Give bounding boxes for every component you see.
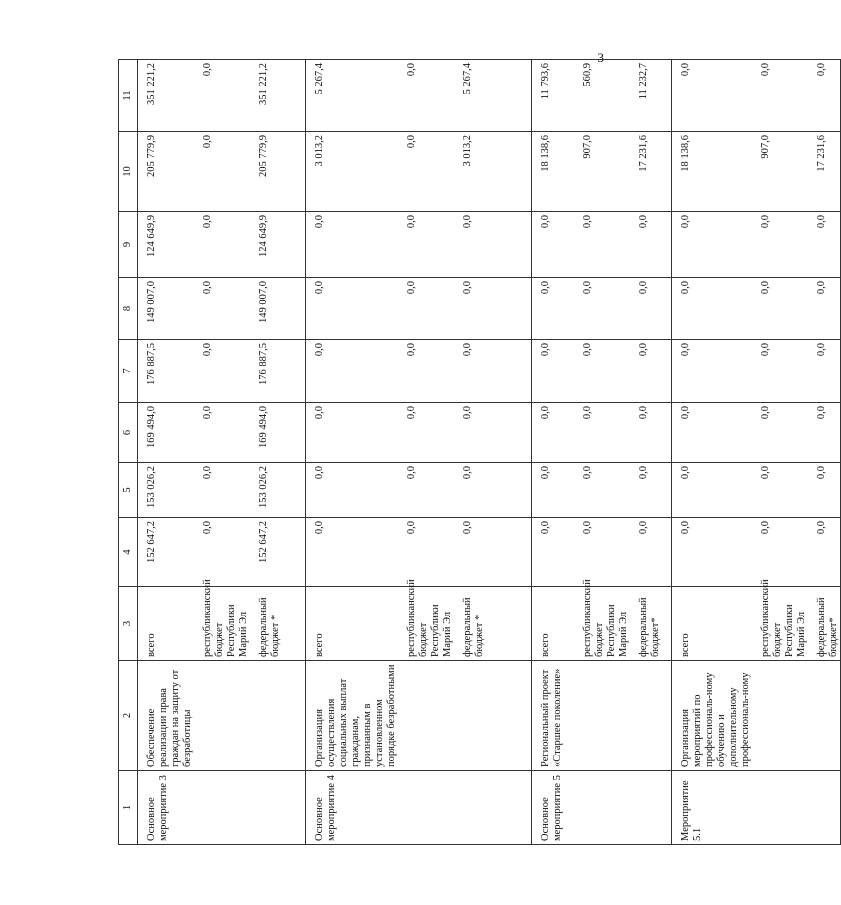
activity-description-cell (398, 661, 454, 771)
value-cell: 0,0 (454, 278, 532, 340)
value-cell: 0,0 (194, 518, 250, 587)
table-row (808, 60, 841, 845)
activity-name-cell (250, 771, 305, 845)
value-cell: 0,0 (532, 463, 574, 518)
value-cell: 205 779,9 (138, 132, 195, 212)
value-cell: 176 887,5 (138, 340, 195, 403)
column-header: 11 (119, 60, 138, 132)
activity-description-cell (454, 661, 532, 771)
value-cell: 0,0 (630, 340, 672, 403)
activity-name-cell: Основное мероприятие 5 (532, 771, 574, 845)
value-cell: 0,0 (398, 340, 454, 403)
table-row (574, 60, 630, 845)
activity-name-cell: Мероприятие 5.1 (672, 771, 753, 845)
rotated-table-container (118, 60, 839, 845)
value-cell: 0,0 (194, 463, 250, 518)
value-cell: 0,0 (574, 403, 630, 463)
value-cell: 153 026,2 (138, 463, 195, 518)
funding-source-cell: всего (138, 587, 195, 661)
value-cell: 0,0 (752, 212, 808, 278)
activity-name-cell (574, 771, 630, 845)
activity-description-cell (250, 661, 305, 771)
column-header: 1 (119, 771, 138, 845)
value-cell: 18 138,6 (532, 132, 574, 212)
value-cell: 0,0 (630, 463, 672, 518)
activity-name-cell: Основное мероприятие 3 (138, 771, 195, 845)
value-cell: 0,0 (672, 212, 753, 278)
value-cell: 0,0 (305, 463, 398, 518)
value-cell: 152 647,2 (138, 518, 195, 587)
value-cell: 0,0 (672, 463, 753, 518)
value-cell: 0,0 (194, 60, 250, 132)
value-cell: 0,0 (454, 212, 532, 278)
value-cell: 124 649,9 (250, 212, 305, 278)
value-cell: 169 494,0 (250, 403, 305, 463)
value-cell: 11 793,6 (532, 60, 574, 132)
activity-description-cell: Организация осуществления социальных выплат гражданам, признанным в установленном порядке безработными (305, 661, 398, 771)
value-cell: 0,0 (305, 340, 398, 403)
table-row (672, 60, 753, 845)
activity-name-cell (454, 771, 532, 845)
value-cell: 124 649,9 (138, 212, 195, 278)
table-row (194, 60, 250, 845)
column-header: 4 (119, 518, 138, 587)
value-cell: 0,0 (194, 212, 250, 278)
value-cell: 0,0 (305, 518, 398, 587)
activity-description-cell: Обеспечение реализации права граждан на защиту от безработицы (138, 661, 195, 771)
table-row (250, 60, 305, 845)
value-cell: 0,0 (574, 212, 630, 278)
value-cell: 0,0 (752, 403, 808, 463)
column-header: 6 (119, 403, 138, 463)
funding-source-cell: республиканский бюджет Республики Марий Эл (752, 587, 808, 661)
value-cell: 0,0 (398, 212, 454, 278)
value-cell: 0,0 (808, 212, 841, 278)
value-cell: 3 013,2 (454, 132, 532, 212)
value-cell: 0,0 (630, 212, 672, 278)
value-cell: 0,0 (672, 403, 753, 463)
value-cell: 351 221,2 (138, 60, 195, 132)
value-cell: 0,0 (808, 340, 841, 403)
funding-source-cell: федеральный бюджет* (630, 587, 672, 661)
value-cell: 0,0 (454, 403, 532, 463)
column-header: 9 (119, 212, 138, 278)
value-cell: 0,0 (808, 403, 841, 463)
funding-source-cell: республиканский бюджет Республики Марий Эл (194, 587, 250, 661)
value-cell: 0,0 (305, 278, 398, 340)
value-cell: 0,0 (194, 132, 250, 212)
value-cell: 0,0 (752, 463, 808, 518)
value-cell: 351 221,2 (250, 60, 305, 132)
value-cell: 907,0 (574, 132, 630, 212)
value-cell: 0,0 (672, 60, 753, 132)
value-cell: 0,0 (398, 518, 454, 587)
activity-name-cell (398, 771, 454, 845)
value-cell: 0,0 (574, 518, 630, 587)
value-cell: 0,0 (630, 278, 672, 340)
table-row (454, 60, 532, 845)
value-cell: 0,0 (194, 278, 250, 340)
funding-source-cell: всего (672, 587, 753, 661)
value-cell: 0,0 (808, 518, 841, 587)
value-cell: 169 494,0 (138, 403, 195, 463)
value-cell: 5 267,4 (454, 60, 532, 132)
value-cell: 0,0 (752, 60, 808, 132)
funding-source-cell: республиканский бюджет Республики Марий Эл (574, 587, 630, 661)
table-row (532, 60, 574, 845)
column-header: 2 (119, 661, 138, 771)
activity-description-cell (808, 661, 841, 771)
value-cell: 0,0 (630, 518, 672, 587)
activity-description-cell (630, 661, 672, 771)
value-cell: 0,0 (672, 518, 753, 587)
value-cell: 0,0 (532, 403, 574, 463)
value-cell: 11 232,7 (630, 60, 672, 132)
value-cell: 0,0 (574, 463, 630, 518)
activity-name-cell (194, 771, 250, 845)
activity-name-cell (808, 771, 841, 845)
value-cell: 0,0 (398, 278, 454, 340)
activity-name-cell (752, 771, 808, 845)
value-cell: 0,0 (672, 278, 753, 340)
value-cell: 0,0 (532, 212, 574, 278)
activity-description-cell (194, 661, 250, 771)
funding-source-cell: всего (532, 587, 574, 661)
value-cell: 153 026,2 (250, 463, 305, 518)
value-cell: 0,0 (454, 463, 532, 518)
value-cell: 0,0 (532, 278, 574, 340)
value-cell: 0,0 (194, 403, 250, 463)
value-cell: 5 267,4 (305, 60, 398, 132)
value-cell: 0,0 (398, 463, 454, 518)
value-cell: 0,0 (808, 463, 841, 518)
funding-source-cell: федеральный бюджет* (808, 587, 841, 661)
table-row (305, 60, 398, 845)
table-row (752, 60, 808, 845)
value-cell: 0,0 (532, 340, 574, 403)
value-cell: 18 138,6 (672, 132, 753, 212)
table-row (630, 60, 672, 845)
value-cell: 907,0 (752, 132, 808, 212)
value-cell: 0,0 (752, 340, 808, 403)
table-row (398, 60, 454, 845)
value-cell: 0,0 (305, 403, 398, 463)
budget-table (118, 59, 841, 845)
value-cell: 0,0 (398, 403, 454, 463)
activity-description-cell (752, 661, 808, 771)
value-cell: 0,0 (454, 340, 532, 403)
value-cell: 17 231,6 (808, 132, 841, 212)
value-cell: 0,0 (752, 518, 808, 587)
value-cell: 176 887,5 (250, 340, 305, 403)
value-cell: 152 647,2 (250, 518, 305, 587)
table-row (138, 60, 195, 845)
funding-source-cell: республиканский бюджет Республики Марий Эл (398, 587, 454, 661)
value-cell: 0,0 (398, 132, 454, 212)
value-cell: 0,0 (574, 278, 630, 340)
value-cell: 0,0 (398, 60, 454, 132)
funding-source-cell: всего (305, 587, 398, 661)
value-cell: 0,0 (630, 403, 672, 463)
activity-name-cell (630, 771, 672, 845)
activity-description-cell (574, 661, 630, 771)
value-cell: 149 007,0 (250, 278, 305, 340)
value-cell: 0,0 (808, 278, 841, 340)
page-number: 3 (597, 50, 604, 65)
funding-source-cell: федеральный бюджет * (250, 587, 305, 661)
value-cell: 0,0 (672, 340, 753, 403)
column-header: 10 (119, 132, 138, 212)
value-cell: 0,0 (194, 340, 250, 403)
funding-source-cell: федеральный бюджет * (454, 587, 532, 661)
value-cell: 17 231,6 (630, 132, 672, 212)
column-header: 8 (119, 278, 138, 340)
column-header: 7 (119, 340, 138, 403)
value-cell: 0,0 (574, 340, 630, 403)
value-cell: 0,0 (532, 518, 574, 587)
column-header: 3 (119, 587, 138, 661)
activity-description-cell: Региональный проект «Старшее поколение» (532, 661, 574, 771)
value-cell: 3 013,2 (305, 132, 398, 212)
value-cell: 205 779,9 (250, 132, 305, 212)
value-cell: 560,9 (574, 60, 630, 132)
value-cell: 0,0 (305, 212, 398, 278)
value-cell: 149 007,0 (138, 278, 195, 340)
activity-description-cell: Организация мероприятий по профессиональ-ному обучению и дополнительному профессиональ-ному (672, 661, 753, 771)
value-cell: 0,0 (454, 518, 532, 587)
activity-name-cell: Основное мероприятие 4 (305, 771, 398, 845)
value-cell: 0,0 (752, 278, 808, 340)
value-cell: 0,0 (808, 60, 841, 132)
header-row (119, 60, 138, 845)
column-header: 5 (119, 463, 138, 518)
